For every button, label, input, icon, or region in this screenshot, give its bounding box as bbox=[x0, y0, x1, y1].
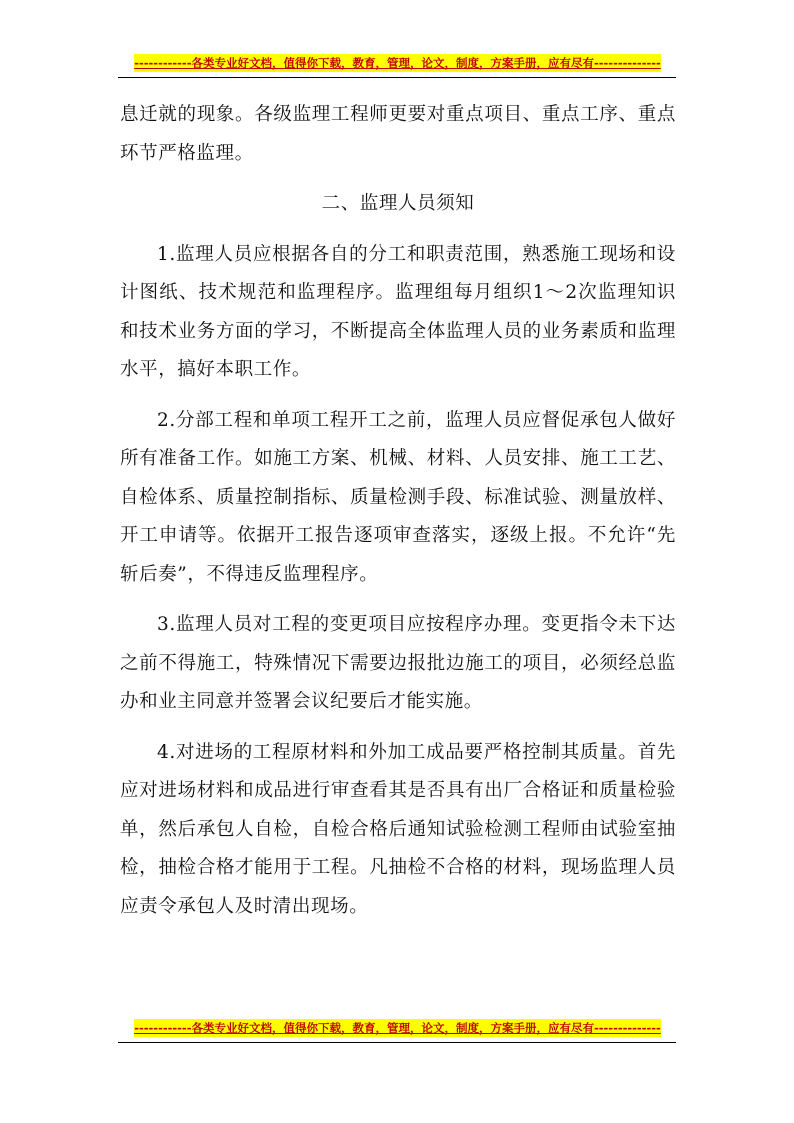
header-rule bbox=[118, 77, 676, 78]
page-header bbox=[118, 52, 676, 78]
continuation-paragraph: 息迁就的现象。各级监理工程师更要对重点项目、重点工序、重点环节严格监理。 bbox=[120, 104, 676, 164]
paragraph-3: 3.监理人员对工程的变更项目应按程序办理。变更指令未下达之前不得施工，特殊情况下需要边报批边施工的项目，必须经总监办和业主同意并签署会议纪要后才能实施。 bbox=[120, 614, 676, 712]
paragraph-2: 2.分部工程和单项工程开工之前，监理人员应督促承包人做好所有准备工作。如施工方案、机械、材料、人员安排、施工工艺、自检体系、质量控制指标、质量检测手段、标准试验、测量放样、开工申请等。依据开工报告逐项审查落实，逐级上报。不允许“先斩后奏”，不得违反监理程序。 bbox=[120, 409, 676, 585]
footer-rule bbox=[118, 1042, 676, 1043]
paragraph-1: 1.监理人员应根据各自的分工和职责范围，熟悉施工现场和设计图纸、技术规范和监理程序。监理组每月组织1～2次监理知识和技术业务方面的学习，不断提高全体监理人员的业务素质和监理水平，搞好本职工作。 bbox=[120, 243, 676, 380]
section-title: 二、监理人员须知 bbox=[321, 193, 475, 214]
footer-banner: ------------各类专业好文档，值得你下载，教育，管理，论文，制度，方案手册，应有尽有-------------- bbox=[134, 1021, 661, 1035]
page-footer bbox=[118, 1017, 676, 1043]
document-body bbox=[120, 96, 676, 926]
paragraph-4: 4.对进场的工程原材料和外加工成品要严格控制其质量。首先应对进场材料和成品进行审查看其是否具有出厂合格证和质量检验单，然后承包人自检，自检合格后通知试验检测工程师由试验室抽检，抽检合格才能用于工程。凡抽检不合格的材料，现场监理人员应责令承包人及时清出现场。 bbox=[120, 741, 676, 917]
header-banner: ------------各类专业好文档，值得你下载，教育，管理，论文，制度，方案手册，应有尽有-------------- bbox=[134, 56, 661, 70]
